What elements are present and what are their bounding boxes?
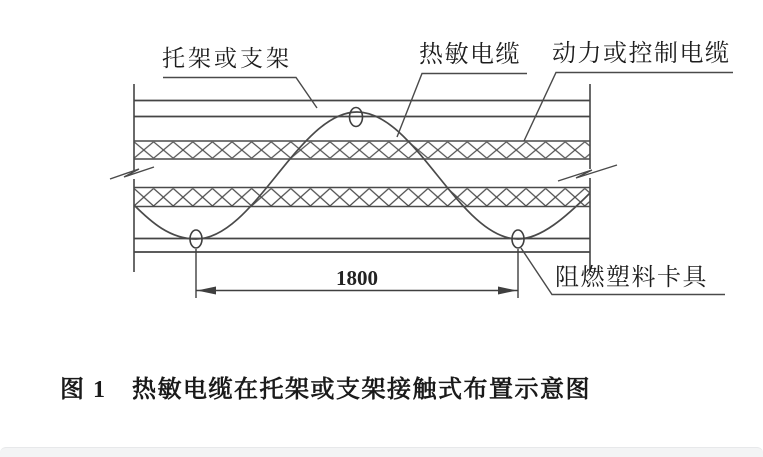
label-thermal-cable: 热敏电缆: [419, 42, 521, 68]
thermal-cable-curve: [134, 112, 590, 239]
dimension-value: 1800: [336, 266, 378, 290]
leader-lines: [163, 73, 733, 295]
label-bracket: 托架或支架: [162, 46, 292, 71]
leader-power-cable: [524, 73, 733, 142]
figure-caption: 图 1 热敏电缆在托架或支架接触式布置示意图: [60, 377, 591, 403]
leader-thermal-cable: [397, 74, 527, 138]
break-mark-left: [110, 167, 154, 179]
dimension-arrow-left: [197, 287, 216, 295]
label-clamp: 阻燃塑料卡具: [555, 265, 708, 291]
cable-tray-rails: [134, 101, 590, 253]
power-cable-band-bottom: [134, 188, 590, 207]
label-power-cable: 动力或控制电缆: [552, 41, 731, 67]
clamp-ellipses: [190, 108, 524, 249]
power-cable-band-top: [134, 141, 590, 159]
leader-bracket: [163, 78, 317, 109]
page-bottom-bar: [0, 447, 763, 457]
dimension-arrow-right: [498, 287, 517, 295]
break-mark-right: [558, 165, 617, 181]
